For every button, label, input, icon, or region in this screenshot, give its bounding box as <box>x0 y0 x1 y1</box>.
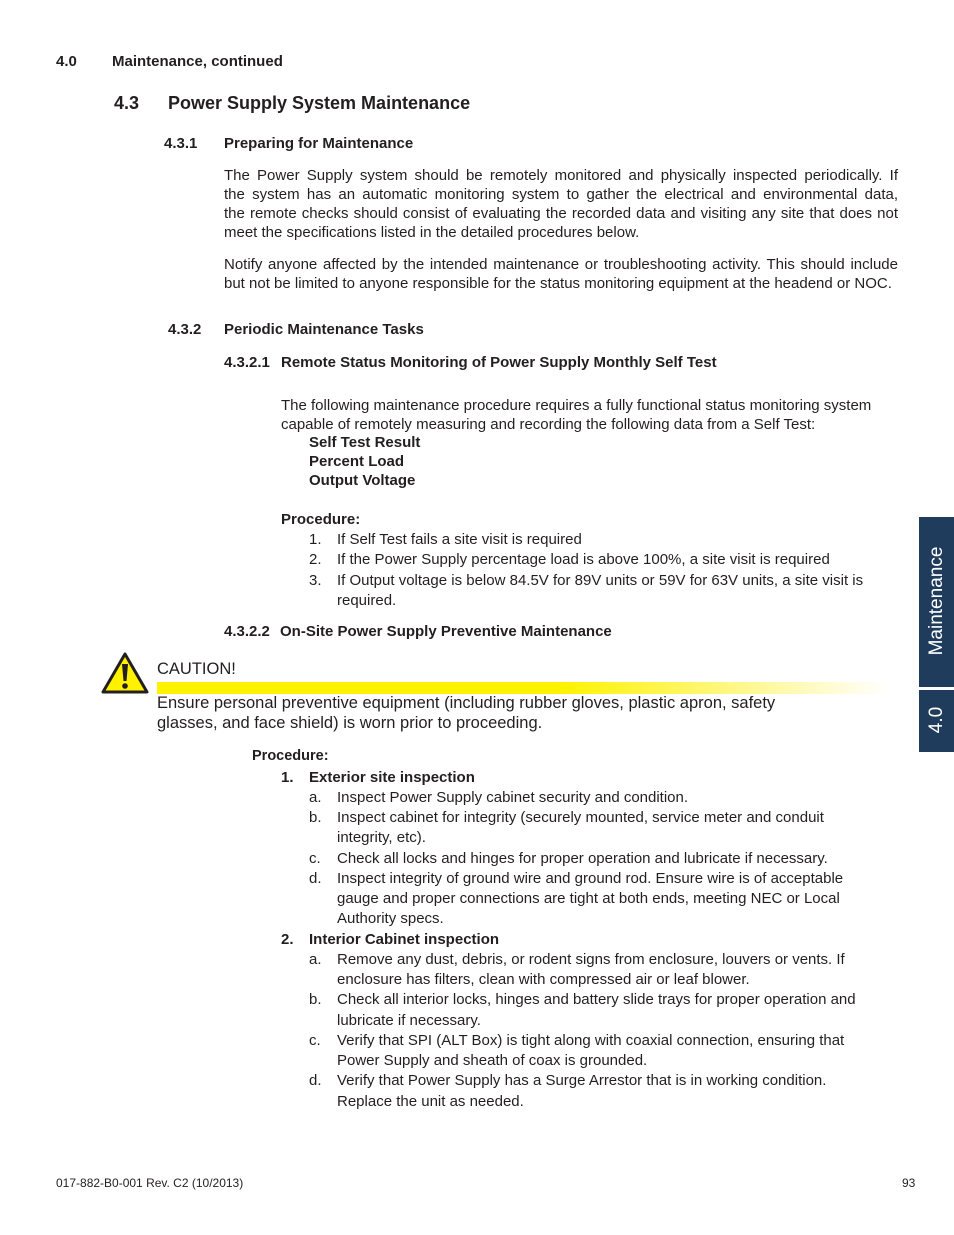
item-letter: b. <box>309 809 322 826</box>
paragraph-line: the remote checks should consist of evaluating the recorded data and visiting any site that does not <box>224 205 898 222</box>
item-text: lubricate if necessary. <box>337 1012 481 1029</box>
footer-page-number: 93 <box>902 1176 916 1190</box>
item-text: integrity, etc). <box>337 829 426 846</box>
paragraph-line: Notify anyone affected by the intended maintenance or troubleshooting activity. This should include <box>224 256 898 273</box>
item-text: enclosure has filters, clean with compressed air or leaf blower. <box>337 971 750 988</box>
caution-highlight-bar <box>157 682 887 694</box>
procedure-label-2: Procedure: <box>252 748 329 764</box>
procedure-label-1: Procedure: <box>281 511 361 528</box>
footer-doc-id: 017-882-B0-001 Rev. C2 (10/2013) <box>56 1176 244 1190</box>
section-4-3-2-title: Periodic Maintenance Tasks <box>224 321 424 338</box>
warning-icon <box>101 651 149 695</box>
item-letter: b. <box>309 991 322 1008</box>
item-text: Inspect cabinet for integrity (securely mounted, service meter and conduit <box>337 809 824 826</box>
item-text: Verify that SPI (ALT Box) is tight along with coaxial connection, ensuring that <box>337 1032 845 1049</box>
group-title-interior: Interior Cabinet inspection <box>309 931 500 948</box>
section-4-3-2-2-number: 4.3.2.2 <box>224 623 270 640</box>
side-tab-number-label: 4.0 <box>926 706 947 734</box>
item-letter: d. <box>309 1072 322 1089</box>
data-item-output-voltage: Output Voltage <box>309 472 416 489</box>
preparing-paragraph-1 <box>224 166 898 242</box>
item-letter: d. <box>309 870 322 887</box>
paragraph-line: The Power Supply system should be remotely monitored and physically inspected periodically. If <box>224 167 898 184</box>
group-title-exterior: Exterior site inspection <box>309 769 475 786</box>
section-4-3-1-number: 4.3.1 <box>164 135 198 152</box>
header-section-title: Maintenance, continued <box>112 53 283 70</box>
item-text: Inspect integrity of ground wire and ground rod. Ensure wire is of acceptable <box>337 870 844 887</box>
section-4-3-number: 4.3 <box>114 93 140 113</box>
self-test-intro-line-2: capable of remotely measuring and recording the following data from a Self Test: <box>281 416 816 433</box>
item-letter: a. <box>309 951 322 968</box>
paragraph-line: meet the specifications listed in the detailed procedures below. <box>224 224 640 241</box>
section-4-3-2-1-number: 4.3.2.1 <box>224 354 270 371</box>
caution-label: CAUTION! <box>157 660 236 678</box>
section-4-3-2-1-title: Remote Status Monitoring of Power Supply Monthly Self Test <box>281 354 717 371</box>
group-number: 2. <box>281 931 294 948</box>
header-section-number: 4.0 <box>56 53 77 70</box>
step-number: 1. <box>309 531 322 548</box>
item-letter: c. <box>309 850 321 867</box>
item-text: Check all locks and hinges for proper operation and lubricate if necessary. <box>337 850 828 867</box>
self-test-intro-line-1: The following maintenance procedure requires a fully functional status monitoring system <box>281 397 872 414</box>
caution-text-line-2: glasses, and face shield) is worn prior to proceeding. <box>157 714 543 732</box>
side-tab-label: Maintenance <box>926 546 947 656</box>
section-4-3-title: Power Supply System Maintenance <box>168 93 471 113</box>
step-text: If the Power Supply percentage load is above 100%, a site visit is required <box>337 551 830 568</box>
item-text: Authority specs. <box>337 910 444 927</box>
item-text: Inspect Power Supply cabinet security and condition. <box>337 789 689 806</box>
paragraph-line: the system has an automatic monitoring system to gather the electrical and environmental data, <box>224 186 898 203</box>
section-4-3-2-number: 4.3.2 <box>168 321 202 338</box>
group-number: 1. <box>281 769 294 786</box>
item-text: Check all interior locks, hinges and battery slide trays for proper operation and <box>337 991 856 1008</box>
section-4-3-2-2-title: On-Site Power Supply Preventive Maintenance <box>280 623 612 640</box>
item-text: gauge and proper connections are tight at both ends, meeting NEC or Local <box>337 890 840 907</box>
step-text: If Output voltage is below 84.5V for 89V units or 59V for 63V units, a site visit is <box>337 572 864 589</box>
preparing-paragraph-2 <box>224 255 898 293</box>
data-item-percent-load: Percent Load <box>309 453 405 470</box>
step-number: 2. <box>309 551 322 568</box>
step-text: required. <box>337 592 397 609</box>
data-item-self-test-result: Self Test Result <box>309 434 421 451</box>
side-tab-number[interactable] <box>919 690 954 752</box>
section-4-3-1-title: Preparing for Maintenance <box>224 135 414 152</box>
item-text: Replace the unit as needed. <box>337 1093 524 1110</box>
paragraph-line: but not be limited to anyone responsible for the status monitoring equipment at the headend or NOC. <box>224 275 892 292</box>
item-text: Verify that Power Supply has a Surge Arrestor that is in working condition. <box>337 1072 827 1089</box>
caution-text-line-1: Ensure personal preventive equipment (including rubber gloves, plastic apron, safety <box>157 694 776 712</box>
item-text: Power Supply and sheath of coax is grounded. <box>337 1052 648 1069</box>
item-text: Remove any dust, debris, or rodent signs from enclosure, louvers or vents. If <box>337 951 845 968</box>
item-letter: c. <box>309 1032 321 1049</box>
step-text: If Self Test fails a site visit is required <box>337 531 582 548</box>
step-number: 3. <box>309 572 322 589</box>
item-letter: a. <box>309 789 322 806</box>
side-tab-maintenance[interactable] <box>919 517 954 687</box>
